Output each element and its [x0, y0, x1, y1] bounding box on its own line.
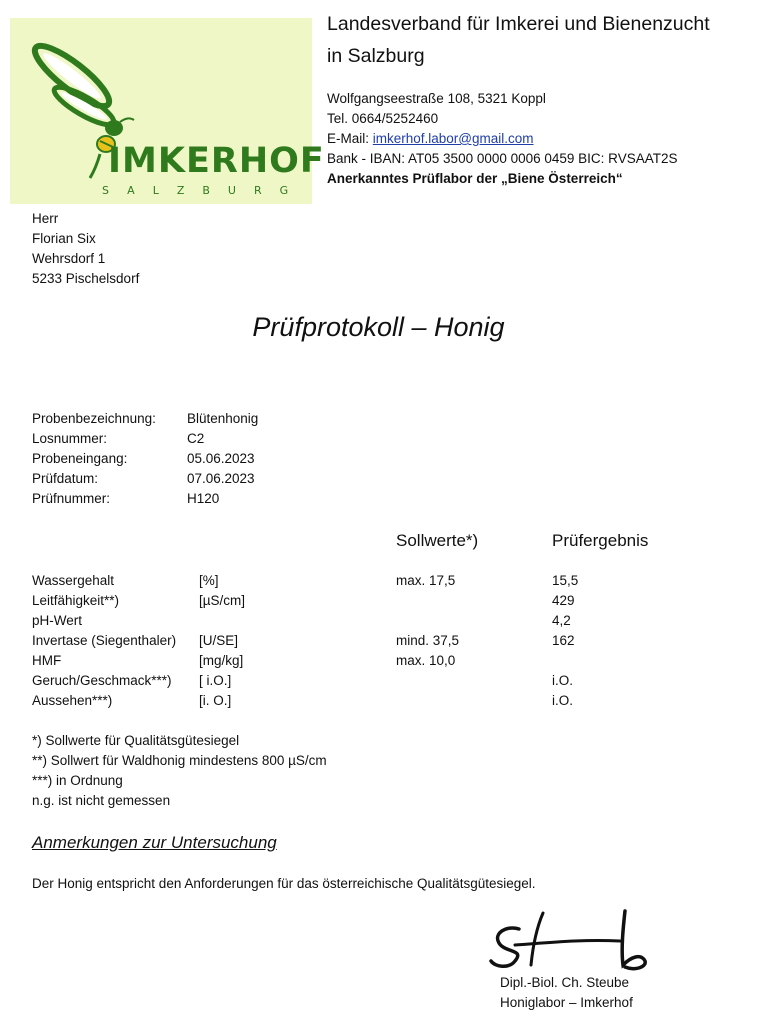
sample-label: Losnummer:: [32, 431, 108, 446]
param-unit: [µS/cm]: [199, 593, 246, 608]
param-target: max. 10,0: [396, 653, 456, 668]
param-name: HMF: [32, 653, 62, 668]
footnote: n.g. ist nicht gemessen: [32, 793, 171, 808]
signature-image: [485, 905, 665, 977]
sample-label: Probeneingang:: [32, 451, 128, 466]
logo-wordmark: IMKERHOF: [108, 141, 325, 181]
col-result-header: Prüfergebnis: [552, 531, 649, 550]
param-name: Aussehen***): [32, 693, 113, 708]
param-unit: [ i.O.]: [199, 673, 232, 688]
footnote: **) Sollwert für Waldhonig mindestens 800 µS/cm: [32, 753, 327, 768]
param-name: Geruch/Geschmack***): [32, 673, 172, 688]
recipient-name: Florian Six: [32, 231, 96, 246]
sample-label: Probenbezeichnung:: [32, 411, 156, 426]
imkerhof-logo: [10, 18, 325, 204]
param-name: Invertase (Siegenthaler): [32, 633, 177, 648]
signature-name: Dipl.-Biol. Ch. Steube: [500, 975, 630, 990]
email-label: E-Mail:: [327, 131, 373, 146]
org-accreditation: Anerkanntes Prüflabor der „Biene Österreich“: [327, 171, 623, 186]
param-unit: [mg/kg]: [199, 653, 244, 668]
org-address: Wolfgangseestraße 108, 5321 Koppl: [327, 91, 546, 106]
signature-lab: Honiglabor – Imkerhof: [500, 995, 633, 1010]
param-result: 162: [552, 633, 575, 648]
footnote: *) Sollwerte für Qualitätsgütesiegel: [32, 733, 240, 748]
remarks-text: Der Honig entspricht den Anforderungen für das österreichische Qualitätsgütesiegel.: [32, 876, 536, 891]
param-result: 4,2: [552, 613, 571, 628]
recipient-salutation: Herr: [32, 211, 59, 226]
remarks-heading: Anmerkungen zur Untersuchung: [32, 833, 277, 852]
sample-label: Prüfnummer:: [32, 491, 111, 506]
param-result: 429: [552, 593, 575, 608]
sample-value: H120: [187, 491, 220, 506]
param-name: Wassergehalt: [32, 573, 115, 588]
param-name: pH-Wert: [32, 613, 83, 628]
param-result: i.O.: [552, 693, 574, 708]
org-name-line1: Landesverband für Imkerei und Bienenzucht: [327, 13, 710, 35]
org-email-line: [327, 131, 534, 146]
param-unit: [%]: [199, 573, 219, 588]
sample-label: Prüfdatum:: [32, 471, 99, 486]
param-unit: [U/SE]: [199, 633, 239, 648]
param-target: mind. 37,5: [396, 633, 460, 648]
sample-value: 05.06.2023: [187, 451, 255, 466]
param-unit: [i. O.]: [199, 693, 232, 708]
param-target: max. 17,5: [396, 573, 456, 588]
sample-value: Blütenhonig: [187, 411, 259, 426]
org-bank: Bank - IBAN: AT05 3500 0000 0006 0459 BIC: RVSAAT2S: [327, 151, 678, 166]
org-phone: Tel. 0664/5252460: [327, 111, 439, 126]
param-name: Leitfähigkeit**): [32, 593, 120, 608]
recipient-city: 5233 Pischelsdorf: [32, 271, 140, 286]
document-title: Prüfprotokoll – Honig: [252, 312, 505, 342]
recipient-street: Wehrsdorf 1: [32, 251, 106, 266]
param-result: 15,5: [552, 573, 579, 588]
sample-value: 07.06.2023: [187, 471, 255, 486]
col-target-header: Sollwerte*): [396, 531, 479, 550]
param-result: i.O.: [552, 673, 574, 688]
email-link[interactable]: imkerhof.labor@gmail.com: [372, 131, 534, 146]
footnote: ***) in Ordnung: [32, 773, 123, 788]
sample-value: C2: [187, 431, 205, 446]
logo-subtitle: SALZBURG: [102, 184, 307, 197]
org-name-line2: in Salzburg: [327, 45, 425, 67]
